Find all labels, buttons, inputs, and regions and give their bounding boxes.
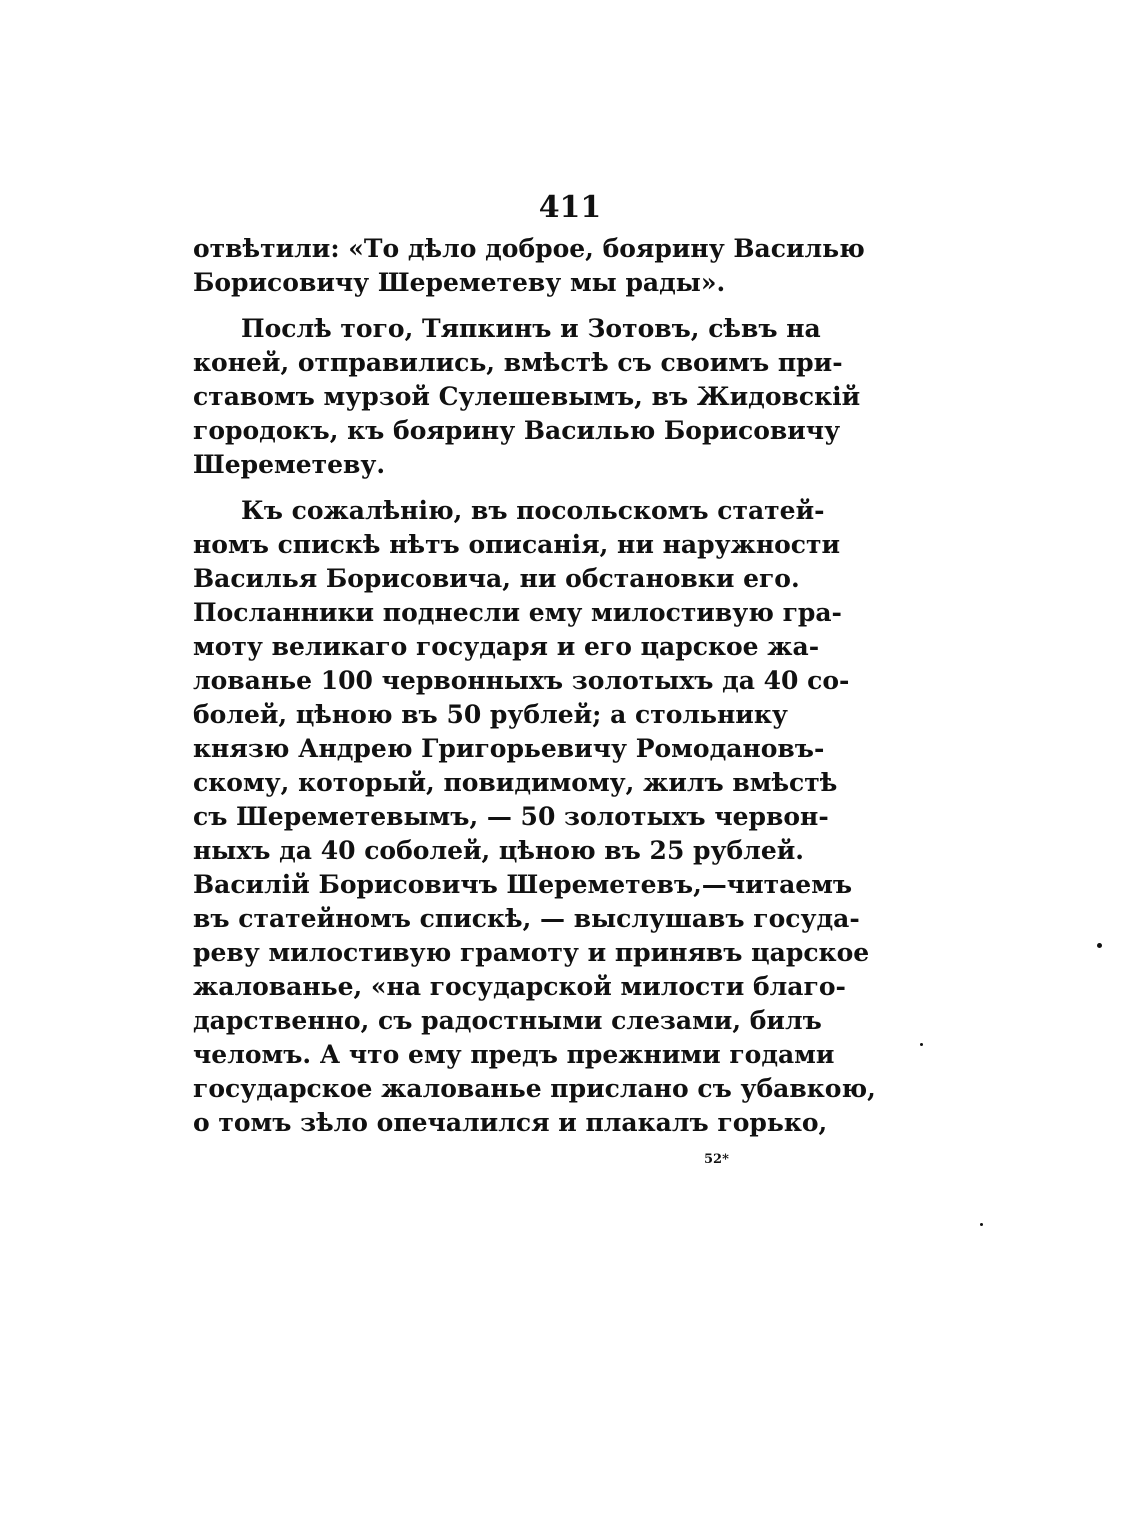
text-line: Шереметеву. bbox=[193, 450, 386, 479]
scan-speck bbox=[980, 1223, 983, 1226]
page-number: 411 bbox=[538, 190, 602, 225]
text-line: реву милостивую грамоту и принявъ царское bbox=[193, 938, 870, 967]
text-line: Борисовичу Шереметеву мы рады». bbox=[193, 268, 726, 297]
scan-speck bbox=[920, 1043, 923, 1046]
text-line: жалованье, «на государской милости благо- bbox=[193, 972, 846, 1001]
paragraph bbox=[193, 232, 865, 300]
scan-speck bbox=[1097, 943, 1102, 948]
text-line: Василья Борисовича, ни обстановки его. bbox=[193, 564, 800, 593]
text-line: въ статейномъ спискѣ, — выслушавъ госуда- bbox=[193, 904, 860, 933]
text-line: болей, цѣною въ 50 рублей; а стольнику bbox=[193, 700, 788, 729]
text-line: о томъ зѣло опечалился и плакалъ горько, bbox=[193, 1108, 828, 1137]
paragraph bbox=[193, 312, 861, 482]
text-line: отвѣтили: «То дѣло доброе, боярину Василью bbox=[193, 234, 865, 263]
text-line: городокъ, къ боярину Василью Борисовичу bbox=[193, 416, 841, 445]
text-line: Посланники поднесли ему милостивую гра- bbox=[193, 598, 842, 627]
text-line: съ Шереметевымъ, — 50 золотыхъ червон- bbox=[193, 802, 829, 831]
text-line: государское жалованье прислано съ убавкою, bbox=[193, 1074, 876, 1103]
text-line: номъ спискѣ нѣтъ описанія, ни наружности bbox=[193, 530, 841, 559]
text-line: ныхъ да 40 соболей, цѣною въ 25 рублей. bbox=[193, 836, 804, 865]
text-line: Послѣ того, Тяпкинъ и Зотовъ, сѣвъ на bbox=[241, 314, 821, 343]
text-line: Къ сожалѣнію, въ посольскомъ статей- bbox=[241, 496, 825, 525]
text-line: дарственно, съ радостными слезами, билъ bbox=[193, 1006, 822, 1035]
text-line: Василій Борисовичъ Шереметевъ,—читаемъ bbox=[193, 870, 853, 899]
text-line: ставомъ мурзой Сулешевымъ, въ Жидовскій bbox=[193, 382, 861, 411]
text-block bbox=[193, 232, 876, 1140]
text-line: коней, отправились, вмѣстѣ съ своимъ при- bbox=[193, 348, 843, 377]
text-line: челомъ. А что ему предъ прежними годами bbox=[193, 1040, 835, 1069]
text-line: скому, который, повидимому, жилъ вмѣстѣ bbox=[193, 768, 838, 797]
paragraph bbox=[193, 494, 876, 1140]
text-line: лованье 100 червонныхъ золотыхъ да 40 со- bbox=[193, 666, 850, 695]
text-line: моту великаго государя и его царское жа- bbox=[193, 632, 820, 661]
signature-mark: 52* bbox=[704, 1152, 729, 1167]
text-line: князю Андрею Григорьевичу Ромодановъ- bbox=[193, 734, 825, 763]
